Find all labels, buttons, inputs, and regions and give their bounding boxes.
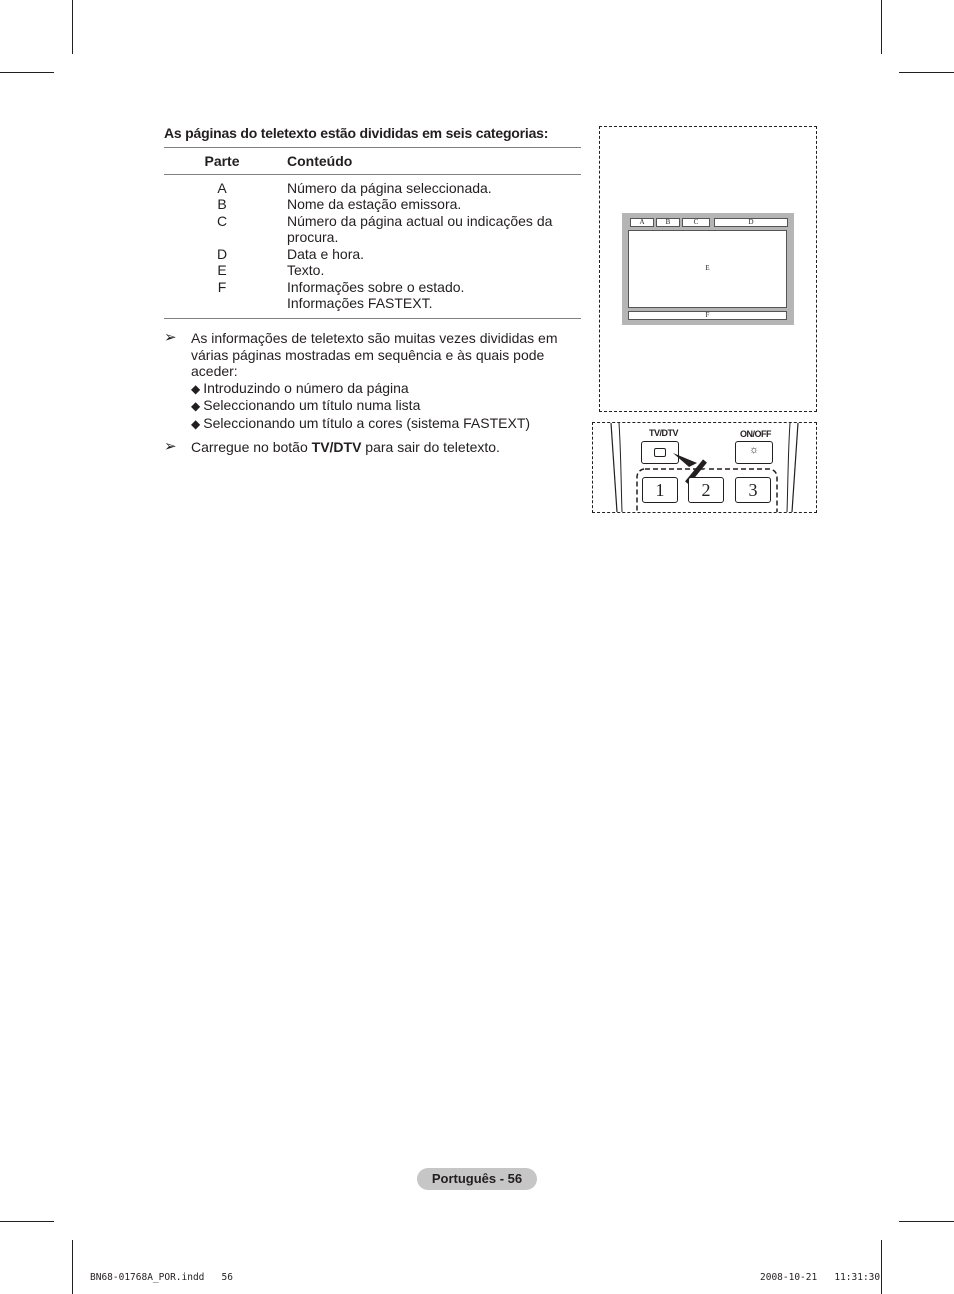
crop-mark — [899, 72, 954, 73]
part-cell — [164, 295, 280, 318]
note-arrow-icon: ➢ — [164, 438, 177, 455]
crop-mark — [0, 72, 54, 73]
number-2-button[interactable]: 2 — [688, 477, 724, 503]
bullet-text: Introduzindo o número da página — [203, 379, 409, 396]
table-row — [164, 174, 581, 196]
bullet-text: Seleccionando um título numa lista — [203, 397, 421, 413]
number-1-button[interactable]: 1 — [642, 477, 678, 503]
tvdtv-button-icon — [654, 448, 666, 457]
table-row — [164, 295, 581, 318]
crop-mark — [0, 1221, 54, 1222]
light-bulb-icon: ☼ — [748, 444, 760, 456]
crop-mark — [881, 1240, 882, 1294]
part-cell: A — [217, 179, 227, 196]
note-text: As informações de teletexto são muitas vezes divididas em várias páginas mostradas em sequência e às quais pode aceder: — [191, 330, 558, 379]
content-cell: Nome da estação emissora. — [287, 196, 462, 212]
table-row — [164, 246, 581, 263]
section-heading: As páginas do teletexto estão divididas em seis categorias: — [164, 125, 549, 141]
label-d-box: D — [714, 218, 788, 227]
content-cell: Data e hora. — [287, 245, 365, 262]
table-row — [164, 262, 581, 279]
tv-screen — [622, 213, 794, 325]
label-e-area — [628, 230, 787, 308]
crop-mark — [899, 1221, 954, 1222]
slug-date: 2008-10-21 11:31:30 — [760, 1272, 881, 1283]
bullet-text: Seleccionando um título a cores (sistema FASTEXT) — [203, 414, 531, 431]
part-cell: C — [216, 212, 228, 229]
content-cell: Texto. — [287, 262, 325, 278]
page-number-badge: Português - 56 — [417, 1168, 537, 1190]
table-row — [164, 213, 581, 246]
part-cell: F — [217, 278, 227, 295]
label-f-box: F — [628, 311, 787, 320]
diamond-bullet-icon: ◆ — [191, 381, 201, 396]
bullet-item — [191, 380, 584, 398]
crop-mark — [72, 1240, 73, 1294]
note-text: para sair do teletexto. — [361, 439, 500, 455]
note-arrow-icon: ➢ — [164, 329, 177, 346]
teletext-screen-figure — [599, 126, 817, 412]
table-row — [164, 196, 581, 213]
part-cell: B — [217, 196, 227, 212]
note-exit-teletext — [164, 439, 584, 456]
table-row — [164, 279, 581, 296]
parts-table — [164, 147, 581, 319]
label-b-box: B — [656, 218, 680, 227]
crop-mark — [881, 0, 882, 54]
label-c-box: C — [682, 218, 710, 227]
slug-file: BN68-01768A_POR.indd 56 — [90, 1272, 233, 1283]
column-header-content: Conteúdo — [280, 148, 581, 175]
note-text: Carregue no botão — [191, 439, 312, 455]
content-cell: Número da página actual ou indicações da procura. — [287, 212, 553, 245]
part-cell: D — [216, 245, 228, 262]
tvdtv-label: TV/DTV — [649, 428, 679, 438]
button-name: TV/DTV — [311, 439, 362, 455]
content-cell: Informações FASTEXT. — [280, 295, 581, 318]
bullet-item — [191, 397, 584, 415]
content-cell: Número da página seleccionada. — [287, 179, 492, 196]
content-cell: Informações sobre o estado. — [287, 278, 465, 295]
table-header-row — [164, 148, 581, 175]
note-teletext-pages — [164, 330, 584, 432]
part-cell: E — [217, 262, 227, 278]
note-body — [191, 439, 584, 456]
diamond-bullet-icon: ◆ — [191, 399, 201, 413]
onoff-label: ON/OFF — [740, 429, 771, 439]
remote-control-figure — [592, 422, 817, 513]
column-header-part: Parte — [164, 148, 280, 175]
diamond-bullet-icon: ◆ — [191, 416, 201, 431]
bullet-item — [191, 415, 584, 433]
label-e: E — [705, 264, 710, 272]
crop-mark — [72, 0, 73, 54]
onoff-button[interactable] — [735, 441, 773, 464]
number-3-button[interactable]: 3 — [735, 477, 771, 503]
label-a-box: A — [630, 218, 654, 227]
note-body — [191, 330, 584, 432]
